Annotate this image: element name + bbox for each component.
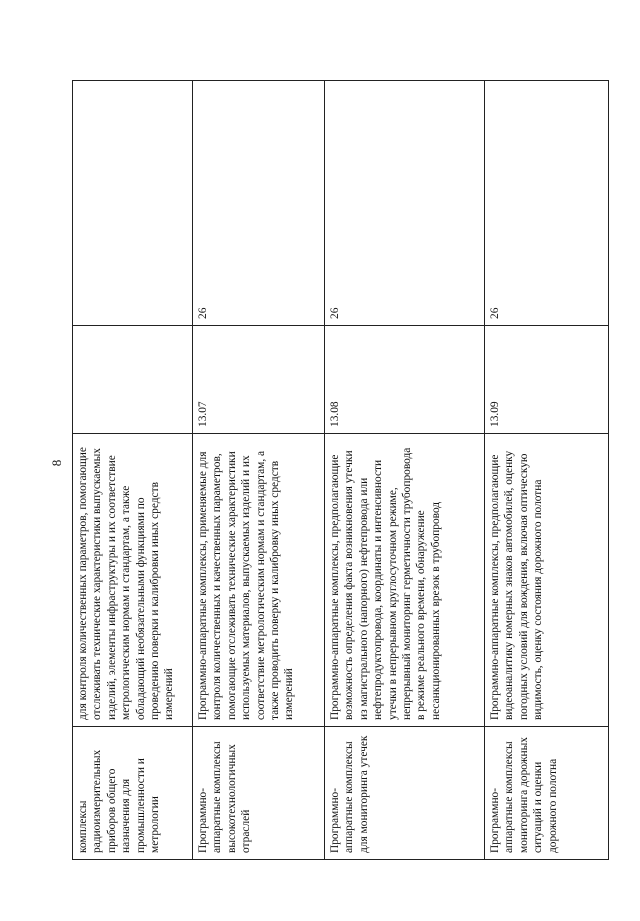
- row-number-cell: [325, 81, 485, 326]
- row-description: Программно-аппаратные комплексы, применяемые для контроля количественных и качественных параметров, помогающие отслеживать технические характеристики используемых материалов, выпускаемых изделий и их соответствие метрологическим нормам и стандартам, а также проводить поверку и калибровку иных средств измерений: [197, 450, 296, 720]
- row-code: 13.07: [197, 401, 209, 427]
- row-number: 26: [329, 307, 341, 319]
- row-name-cell: [193, 727, 325, 860]
- table-row: [325, 81, 485, 860]
- table-row: [485, 81, 609, 860]
- row-name-cell: [325, 727, 485, 860]
- row-name: Программно-аппаратные комплексы для мониторинга утечек: [329, 735, 370, 853]
- rotated-table-container: [72, 80, 608, 860]
- table-row: [73, 81, 193, 860]
- row-number: 26: [197, 307, 209, 319]
- row-name-cell: [73, 727, 193, 860]
- row-code: 13.08: [329, 401, 341, 427]
- row-description-cell: [73, 434, 193, 727]
- row-name-cell: [485, 727, 609, 860]
- row-name: комплексы радиоизмерительных приборов общего назначения для промышленности и метрологии: [77, 749, 162, 853]
- row-description: Программно-аппаратные комплексы, предполагающие видеоаналитику номерных знаков автомобилей, оценку погодных условий для вождения, включая оптическую видимость, оценку состояния дорожного полотна: [489, 450, 545, 720]
- table-row: [193, 81, 325, 860]
- row-name: Программно-аппаратные комплексы высокотехнологичных отраслей: [197, 741, 253, 853]
- row-code-cell: [325, 326, 485, 434]
- row-name: Программно-аппаратные комплексы мониторинга дорожных ситуаций и оценки дорожного полотна: [489, 737, 559, 853]
- row-number-cell: [73, 81, 193, 326]
- page-number: 8: [49, 459, 64, 467]
- row-number-cell: [485, 81, 609, 326]
- row-description: для контроля количественных параметров, помогающие отслеживать технические характеристики выпускаемых изделий, элементы инфраструктуры и их соответствие метрологическим нормам и стандартам, а также обладающий необязательными функциями по проведению поверки и калибровки иных средств измерений: [77, 447, 176, 720]
- row-code: 13.09: [489, 401, 501, 427]
- row-description-cell: [325, 434, 485, 727]
- row-code-cell: [193, 326, 325, 434]
- row-number-cell: [193, 81, 325, 326]
- row-code-cell: [485, 326, 609, 434]
- row-description-cell: [485, 434, 609, 727]
- data-table: [72, 80, 609, 860]
- row-code-cell: [73, 326, 193, 434]
- row-number: 26: [489, 307, 501, 319]
- row-description: Программно-аппаратные комплексы, предполагающие возможность определения факта возникновения утечки из магистрального (напорного) нефтепровода или нефтепродуктопровода, координаты и интенсивности утечки в непрерывном круглосуточном режиме, непрерывный мониторинг герметичности трубопровода в режиме реального времени, обнаружение несанкционированных врезок в трубопровод: [329, 447, 442, 720]
- row-description-cell: [193, 434, 325, 727]
